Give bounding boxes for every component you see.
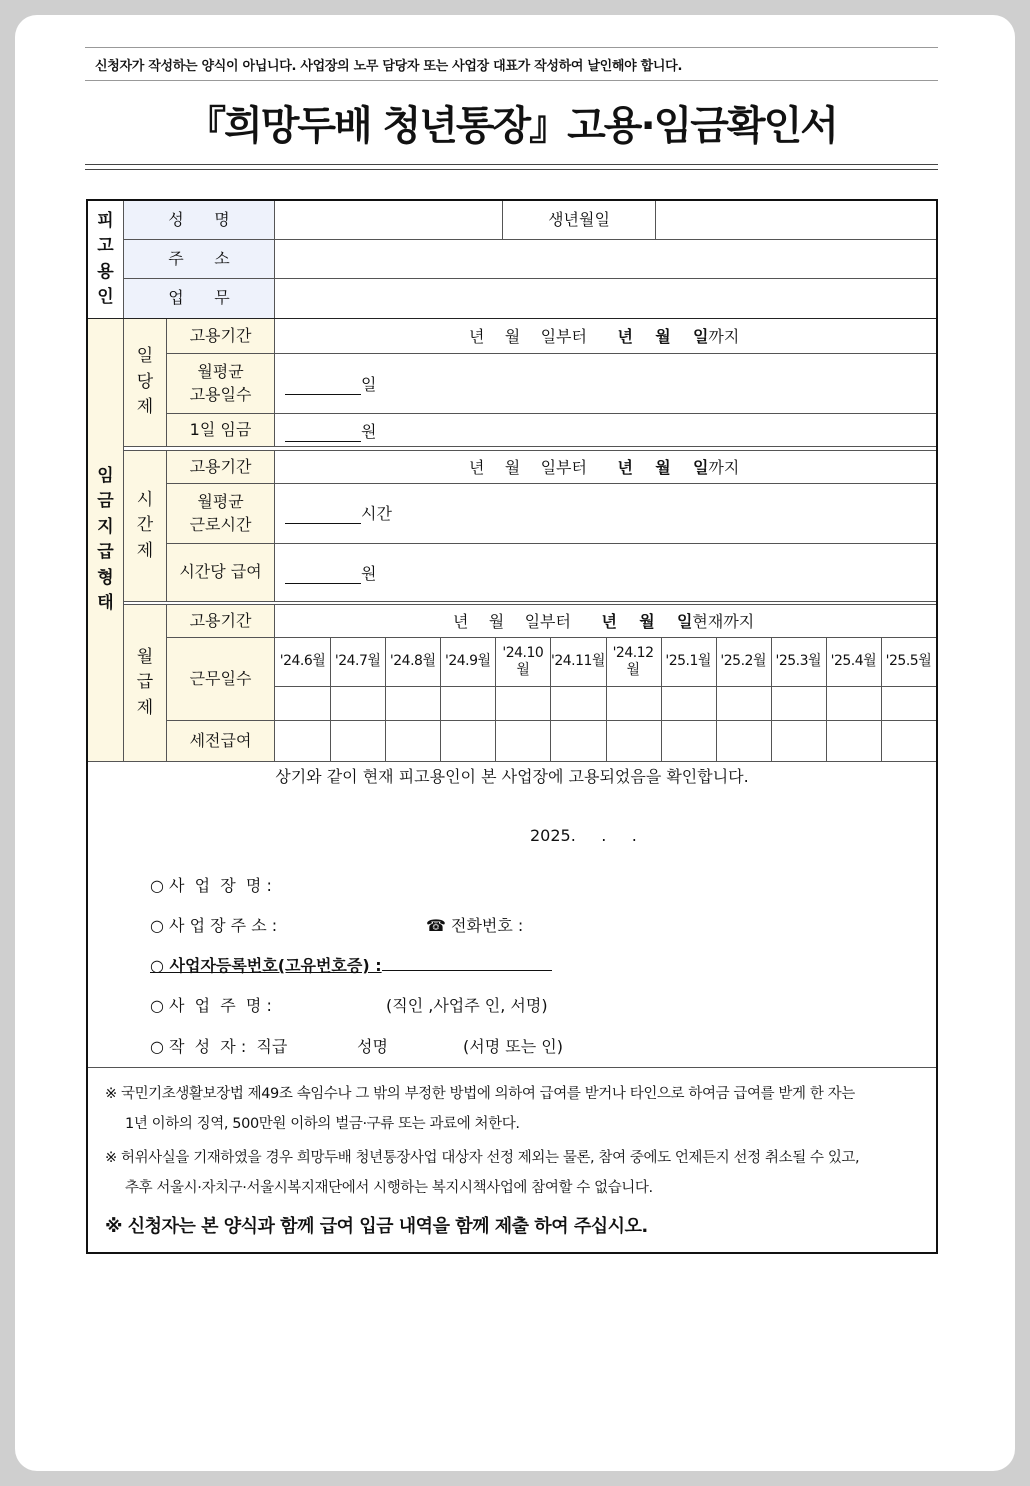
title-divider bbox=[85, 164, 938, 165]
monthly-label-char: 월 bbox=[136, 646, 154, 667]
wage-label-char: 태 bbox=[97, 593, 114, 613]
month-header: '24.12 월 bbox=[612, 644, 654, 678]
daily-label-char: 당 bbox=[136, 371, 154, 392]
gross-pay-cell[interactable] bbox=[550, 721, 605, 761]
monthly-label-char: 급 bbox=[136, 672, 154, 693]
page-title: 『희망두배 청년통장』고용·임금확인서 bbox=[186, 103, 837, 149]
owner-signature[interactable]: (직인 ,사업주 인, 서명) bbox=[386, 996, 548, 1015]
period-until: 까지 bbox=[708, 458, 740, 477]
gross-pay-cell[interactable] bbox=[881, 721, 936, 761]
gross-pay-cell[interactable] bbox=[385, 721, 440, 761]
period-until: 현재까지 bbox=[692, 612, 755, 631]
hourly-wage-label: 시간당 급여 bbox=[167, 544, 274, 601]
date-field[interactable]: 2025. . . bbox=[530, 826, 637, 845]
month-header: '25.5월 bbox=[885, 653, 932, 670]
header-notice: 신청자가 작성하는 양식이 아닙니다. 사업장의 노무 담당자 또는 사업장 대표가 작성하여 날인해야 합니다. bbox=[85, 47, 938, 81]
birth-label: 생년월일 bbox=[548, 209, 610, 229]
business-name-field[interactable]: ○ 사 업 장 명 : bbox=[150, 876, 272, 895]
daily-period-label: 고용기간 bbox=[167, 319, 274, 353]
gross-pay-label: 세전급여 bbox=[167, 721, 274, 761]
month-header: '25.2월 bbox=[720, 653, 766, 670]
grid-line bbox=[495, 637, 496, 761]
gross-pay-cell[interactable] bbox=[826, 721, 881, 761]
gross-pay-cell[interactable] bbox=[440, 721, 495, 761]
phone-field[interactable]: ☎ 전화번호 : bbox=[426, 916, 524, 935]
month-header: '24.7월 bbox=[334, 653, 381, 670]
hourly-hours-label bbox=[167, 484, 274, 543]
grid-line bbox=[166, 637, 936, 638]
employee-label-char: 고 bbox=[97, 236, 114, 256]
grid-line bbox=[166, 543, 936, 544]
writer-position-field[interactable]: ○ 작 성 자 : 직급 bbox=[150, 1037, 288, 1056]
workdays-cell[interactable] bbox=[330, 687, 385, 720]
hourly-label-char: 간 bbox=[136, 515, 154, 536]
legal-note-2: ※ 허위사실을 기재하였을 경우 희망두배 청년통장사업 대상자 선정 제외는 물론, 참여 중에도 언제든지 선정 취소될 수 있고, bbox=[105, 1150, 860, 1166]
wage-label-char: 임 bbox=[97, 465, 114, 486]
wage-label-char: 금 bbox=[97, 491, 114, 511]
gross-pay-cell[interactable] bbox=[606, 721, 661, 761]
work-field[interactable] bbox=[275, 279, 936, 318]
daily-wage-field[interactable] bbox=[285, 419, 376, 442]
grid-line bbox=[166, 720, 936, 721]
hourly-hours-field[interactable] bbox=[285, 501, 392, 524]
hourly-label-char: 제 bbox=[136, 540, 154, 561]
grid-line bbox=[661, 637, 662, 761]
grid-line bbox=[606, 637, 607, 761]
period-start: 년 월 일부터 bbox=[469, 327, 587, 346]
grid-line bbox=[274, 201, 275, 318]
grid-line bbox=[274, 686, 936, 687]
grid-line bbox=[385, 637, 386, 761]
daily-days-label bbox=[167, 354, 274, 413]
wage-label-char: 형 bbox=[97, 567, 114, 588]
workdays-cell[interactable] bbox=[881, 687, 936, 720]
month-header: '25.3월 bbox=[775, 653, 822, 670]
wage-label-char: 지 bbox=[97, 516, 114, 537]
month-header: '24.6월 bbox=[279, 653, 326, 670]
hourly-period-text[interactable] bbox=[469, 455, 739, 478]
grid-line bbox=[88, 761, 936, 762]
title-divider-2 bbox=[85, 169, 938, 170]
address-field[interactable] bbox=[275, 240, 936, 278]
period-start: 년 월 일부터 bbox=[453, 612, 571, 631]
gross-pay-cell[interactable] bbox=[275, 721, 330, 761]
grid-line bbox=[550, 637, 551, 761]
unit: 원 bbox=[361, 422, 377, 441]
hourly-period-label: 고용기간 bbox=[167, 451, 274, 483]
period-end-bold: 년 월 일 bbox=[617, 327, 709, 346]
grid-line bbox=[166, 319, 167, 446]
employee-label-char: 용 bbox=[97, 261, 114, 282]
workdays-cell[interactable] bbox=[661, 687, 716, 720]
grid-line bbox=[274, 319, 275, 446]
hourly-label bbox=[124, 451, 166, 601]
work-label: 업 무 bbox=[124, 279, 274, 318]
period-until: 까지 bbox=[708, 327, 740, 346]
period-end-bold: 년 월 일 bbox=[601, 612, 693, 631]
gross-pay-cell[interactable] bbox=[661, 721, 716, 761]
grid-line bbox=[826, 637, 827, 761]
grid-line bbox=[123, 446, 936, 447]
daily-wage-label: 1일 임금 bbox=[167, 414, 274, 446]
grid-line bbox=[123, 601, 936, 602]
workdays-cell[interactable] bbox=[495, 687, 550, 720]
workdays-cell[interactable] bbox=[606, 687, 661, 720]
workdays-cell[interactable] bbox=[771, 687, 826, 720]
workdays-cell[interactable] bbox=[826, 687, 881, 720]
workdays-cell[interactable] bbox=[275, 687, 330, 720]
grid-line bbox=[274, 450, 275, 601]
grid-line bbox=[123, 278, 936, 279]
workdays-cell[interactable] bbox=[550, 687, 605, 720]
grid-line bbox=[166, 604, 167, 761]
grid-line bbox=[881, 637, 882, 761]
grid-line bbox=[123, 201, 124, 318]
month-header: '24.8월 bbox=[389, 653, 436, 670]
monthly-period-text[interactable] bbox=[453, 609, 754, 632]
hourly-label-char: 시 bbox=[136, 489, 154, 510]
workdays-cell[interactable] bbox=[716, 687, 771, 720]
birth-field[interactable] bbox=[656, 201, 936, 239]
monthly-label bbox=[124, 605, 166, 761]
employee-section-label bbox=[88, 201, 123, 318]
business-address-field[interactable]: ○ 사 업 장 주 소 : bbox=[150, 916, 278, 935]
hours-label-line: 근로시간 bbox=[189, 514, 252, 534]
legal-note-1-cont: 1년 이하의 징역, 500만원 이하의 벌금·구류 또는 과료에 처한다. bbox=[125, 1116, 520, 1132]
hourly-wage-field[interactable] bbox=[285, 561, 376, 584]
business-reg-label: ○ 사업자등록번호(고유번호증) : bbox=[150, 956, 382, 975]
gross-pay-cell[interactable] bbox=[330, 721, 385, 761]
gross-pay-cell[interactable] bbox=[771, 721, 826, 761]
workdays-cell[interactable] bbox=[385, 687, 440, 720]
month-header: '24.9월 bbox=[445, 653, 491, 670]
gross-pay-cell[interactable] bbox=[495, 721, 550, 761]
daily-days-field[interactable] bbox=[285, 372, 376, 395]
submission-instruction: ※ 신청자는 본 양식과 함께 급여 입금 내역을 함께 제출 하여 주십시오. bbox=[105, 1216, 648, 1237]
grid-line bbox=[166, 483, 936, 484]
wage-section-label bbox=[88, 319, 123, 761]
legal-note-1: ※ 국민기초생활보장법 제49조 속임수나 그 밖의 부정한 방법에 의하여 급여를 받거나 타인으로 하여금 급여를 받게 한 자는 bbox=[105, 1086, 855, 1102]
workdays-cell[interactable] bbox=[440, 687, 495, 720]
employee-label-char: 피 bbox=[97, 210, 114, 231]
month-header: '24.11월 bbox=[550, 653, 605, 670]
grid-line bbox=[166, 353, 936, 354]
business-reg-field[interactable] bbox=[150, 953, 552, 976]
month-header: '25.1월 bbox=[665, 653, 711, 670]
grid-line bbox=[166, 413, 936, 414]
grid-line bbox=[771, 637, 772, 761]
grid-line bbox=[166, 450, 167, 601]
days-label-line: 월평균 bbox=[197, 362, 244, 382]
monthly-period-label: 고용기간 bbox=[167, 605, 274, 637]
writer-name-field[interactable]: 성명 bbox=[357, 1037, 388, 1056]
daily-label bbox=[124, 319, 166, 446]
gross-pay-cell[interactable] bbox=[716, 721, 771, 761]
confirmation-statement: 상기와 같이 현재 피고용인이 본 사업장에 고용되었음을 확인합니다. bbox=[275, 767, 749, 786]
owner-name-field[interactable]: ○ 사 업 주 명 : bbox=[150, 996, 272, 1015]
month-header: '24.10 월 bbox=[502, 644, 544, 678]
name-label: 성 명 bbox=[124, 201, 274, 239]
name-field[interactable] bbox=[275, 201, 502, 239]
unit: 시간 bbox=[361, 504, 392, 523]
daily-period-text[interactable] bbox=[469, 324, 739, 347]
wage-label-char: 급 bbox=[97, 542, 114, 562]
monthly-label-char: 제 bbox=[136, 697, 154, 718]
employee-label-char: 인 bbox=[97, 287, 114, 307]
month-header: '25.4월 bbox=[830, 653, 877, 670]
writer-signature[interactable]: (서명 또는 인) bbox=[463, 1037, 563, 1056]
period-start: 년 월 일부터 bbox=[469, 458, 587, 477]
hours-label-line: 월평균 bbox=[197, 492, 244, 512]
grid-line bbox=[123, 239, 936, 240]
grid-line bbox=[716, 637, 717, 761]
grid-line bbox=[330, 637, 331, 761]
grid-line bbox=[274, 604, 275, 761]
daily-label-char: 일 bbox=[136, 346, 154, 367]
grid-line bbox=[88, 1067, 936, 1068]
address-label: 주 소 bbox=[124, 240, 274, 278]
legal-note-2-cont: 추후 서울시·자치구·서울시복지재단에서 시행하는 복지시책사업에 참여할 수 없습니다. bbox=[125, 1180, 653, 1196]
workdays-label: 근무일수 bbox=[167, 638, 274, 720]
grid-line bbox=[655, 201, 656, 239]
period-end-bold: 년 월 일 bbox=[617, 458, 709, 477]
daily-label-char: 제 bbox=[136, 397, 154, 418]
days-label-line: 고용일수 bbox=[189, 384, 252, 404]
grid-line bbox=[502, 201, 503, 239]
unit: 일 bbox=[361, 375, 377, 394]
unit: 원 bbox=[361, 564, 377, 583]
grid-line bbox=[440, 637, 441, 761]
